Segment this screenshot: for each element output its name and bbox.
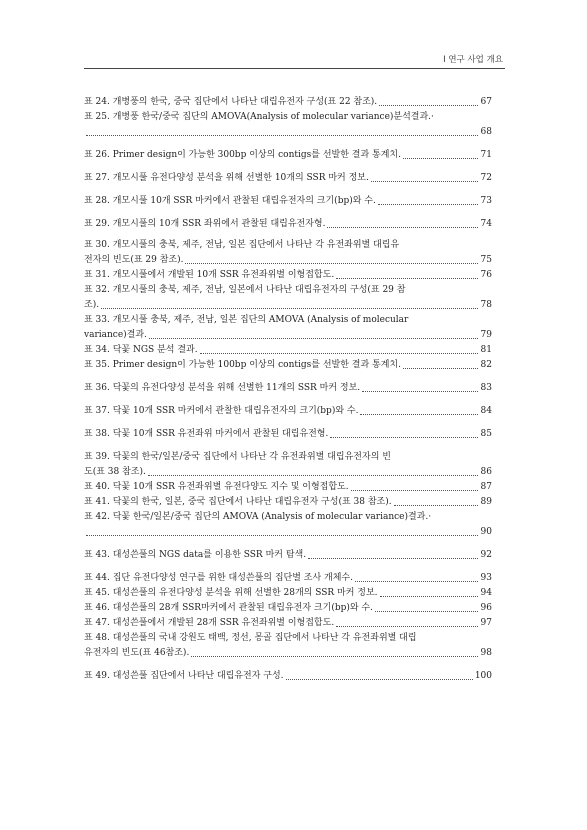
toc-entry-48[interactable] (84, 631, 492, 646)
page-number: 89 (480, 497, 492, 507)
entry-title: 표 25. 개병풍 한국/중국 집단의 AMOVA(Analysis of molecular variance)분석결과.· (84, 112, 434, 122)
page-number: 86 (480, 467, 492, 477)
page-number: 92 (480, 550, 492, 560)
toc-entry-38[interactable] (84, 427, 492, 442)
entry-title: 유전자의 빈도(표 46참조). (84, 648, 190, 658)
page-number: 84 (480, 406, 492, 416)
page-number: 82 (480, 360, 492, 370)
dot-leader (286, 678, 473, 680)
entry-title: 표 32. 개모시풀의 충북, 제주, 전남, 일본에서 나타난 대립유전자의 구성(표 29 참 (84, 285, 406, 295)
toc-entry-33[interactable] (84, 313, 492, 328)
dot-leader (336, 625, 478, 627)
toc-entry-26[interactable] (84, 148, 492, 163)
page-number: 85 (480, 429, 492, 439)
entry-title: 표 46. 대성쓴풀의 28개 SSR마커에서 관찰된 대립유전자 크기(bp)와 수. (84, 603, 373, 613)
dot-leader (380, 595, 478, 597)
dot-leader (394, 504, 478, 506)
toc-entry-47[interactable] (84, 616, 492, 631)
toc-entry-46[interactable] (84, 601, 492, 616)
page-number: 94 (480, 588, 492, 598)
toc-entry-39[interactable] (84, 450, 492, 465)
toc-entry-25[interactable] (84, 110, 492, 125)
dot-leader (191, 655, 478, 657)
page-number: 96 (480, 603, 492, 613)
entry-title: 표 39. 닥꽃의 한국/일본/중국 집단에서 나타난 각 유전좌위별 대립유전자의 빈 (84, 452, 391, 462)
dot-leader (149, 337, 478, 339)
page-number: 79 (480, 330, 492, 340)
toc-entry-39-continued[interactable] (84, 465, 492, 480)
page-number: 71 (480, 150, 492, 160)
toc-entry-37[interactable] (84, 404, 492, 419)
entry-title: 표 31. 개모시풀에서 개발된 10개 SSR 유전좌위별 이형접합도. (84, 270, 335, 280)
entry-title: 표 43. 대성쓴풀의 NGS data를 이용한 SSR 마커 탐색. (84, 550, 307, 560)
dot-leader (101, 307, 478, 309)
dot-leader (351, 489, 478, 491)
entry-title: 표 36. 닥꽃의 유전다양성 분석을 위해 선별한 11개의 SSR 마커 정보. (84, 383, 361, 393)
page-number: 98 (480, 648, 492, 658)
entry-title: 표 30. 개모시풀의 충북, 제주, 전남, 일본 집단에서 나타난 각 유전좌위별 대립유 (84, 240, 400, 250)
toc-entry-36[interactable] (84, 381, 492, 396)
dot-leader (86, 134, 478, 136)
dot-leader (336, 277, 478, 279)
entry-title: 표 49. 대성쓴풀 집단에서 나타난 대립유전자 구성. (84, 671, 284, 681)
entry-title: 표 29. 개모시풀의 10개 SSR 좌위에서 관찰된 대립유전자형. (84, 219, 326, 229)
toc-entry-41[interactable] (84, 495, 492, 510)
page-number: 90 (480, 527, 492, 537)
entry-title: variance)결과. (84, 330, 147, 340)
entry-title: 표 42. 닥꽃 한국/일본/중국 집단의 AMOVA (Analysis of molecular variance)결과.· (84, 512, 432, 522)
entry-title: 표 45. 대성쓴풀의 유전다양성 분석을 위해 선별한 28개의 SSR 마커 정보. (84, 588, 378, 598)
dot-leader (308, 557, 478, 559)
dot-leader (378, 203, 478, 205)
entry-title: 표 41. 닥꽃의 한국, 일본, 중국 집단에서 나타난 대립유전자 구성(표 38 참조). (84, 497, 392, 507)
page-number: 93 (480, 573, 492, 583)
dot-leader (355, 580, 478, 582)
header-title: Ⅰ 연구 사업 개요 (443, 55, 503, 65)
toc-entry-25-continued[interactable] (84, 125, 492, 140)
dot-leader (375, 610, 478, 612)
toc-entry-42[interactable] (84, 510, 492, 525)
entry-title: 표 38. 닥꽃 10개 SSR 유전좌위 마커에서 관찰된 대립유전형. (84, 429, 329, 439)
toc-entry-48-continued[interactable] (84, 646, 492, 661)
dot-leader (403, 367, 478, 369)
page-number: 72 (480, 173, 492, 183)
toc-entry-30-continued[interactable] (84, 253, 492, 268)
dot-leader (86, 534, 478, 536)
entry-title: 표 26. Primer design이 가능한 300bp 이상의 contigs를 선발한 결과 통계치. (84, 150, 401, 160)
page-number: 97 (480, 618, 492, 628)
dot-leader (360, 413, 478, 415)
page-number: 67 (480, 97, 492, 107)
entry-title: 조). (84, 300, 100, 310)
entry-title: 표 37. 닥꽃 10개 SSR 마커에서 관찰한 대립유전자의 크기(bp)와 수. (84, 406, 359, 416)
entry-title: 표 24. 개병풍의 한국, 중국 집단에서 나타난 대립유전자 구성(표 22 참조). (84, 97, 378, 107)
entry-title: 도(표 38 참조). (84, 467, 146, 477)
toc-entry-24[interactable] (84, 95, 492, 110)
page-number: 68 (480, 127, 492, 137)
page-number: 87 (480, 482, 492, 492)
dot-leader (200, 352, 478, 354)
toc-entry-42-continued[interactable] (84, 525, 492, 540)
toc-entry-49[interactable] (84, 669, 492, 684)
entry-title: 표 35. Primer design이 가능한 100bp 이상의 contigs를 선발한 결과 통계치. (84, 360, 401, 370)
dot-leader (379, 104, 478, 106)
toc-entry-45[interactable] (84, 586, 492, 601)
entry-title: 표 33. 개모시풀 충북, 제주, 전남, 일본 집단의 AMOVA (Analysis of molecular (84, 315, 409, 325)
entry-title: 표 44. 집단 유전다양성 연구를 위한 대성쓴풀의 집단별 조사 개체수. (84, 573, 353, 583)
toc-entry-30[interactable] (84, 238, 492, 253)
dot-leader (362, 390, 478, 392)
entry-title: 표 34. 닥꽃 NGS 분석 결과. (84, 345, 198, 355)
page-number: 75 (480, 255, 492, 265)
page-number: 73 (480, 196, 492, 206)
entry-title: 전자의 빈도(표 29 참조). (84, 255, 184, 265)
page-number: 83 (480, 383, 492, 393)
toc-entry-28[interactable] (84, 194, 492, 209)
entry-title: 표 28. 개모시풀 10개 SSR 마커에서 관찰된 대립유전자의 크기(bp)와 수. (84, 196, 376, 206)
entry-title: 표 48. 대성쓴풀의 국내 강원도 태백, 정선, 몽골 집단에서 나타난 각 유전좌위별 대립 (84, 633, 417, 643)
toc-entry-29[interactable] (84, 217, 492, 232)
dot-leader (185, 262, 478, 264)
page-number: 74 (480, 219, 492, 229)
entry-title: 표 27. 개모시풀 유전다양성 분석을 위해 선별한 10개의 SSR 마커 정보. (84, 173, 369, 183)
toc-entry-31[interactable] (84, 268, 492, 283)
dot-leader (327, 226, 478, 228)
toc-entry-33-continued[interactable] (84, 328, 492, 343)
dot-leader (148, 474, 478, 476)
dot-leader (330, 436, 478, 438)
toc-entry-40[interactable] (84, 480, 492, 495)
page-number: 81 (480, 345, 492, 355)
toc-entry-43[interactable] (84, 548, 492, 563)
page-number: 76 (480, 270, 492, 280)
toc-entry-32-continued[interactable] (84, 298, 492, 313)
dot-leader (371, 180, 478, 182)
entry-title: 표 47. 대성쓴풀에서 개발된 28개 SSR 유전좌위별 이형접합도. (84, 618, 335, 628)
dot-leader (403, 157, 478, 159)
toc-entry-34[interactable] (84, 343, 492, 358)
toc-entry-35[interactable] (84, 358, 492, 373)
toc-entry-44[interactable] (84, 571, 492, 586)
toc-entry-27[interactable] (84, 171, 492, 186)
running-header (84, 50, 505, 69)
table-of-contents (84, 95, 492, 684)
page-number: 100 (474, 671, 492, 681)
entry-title: 표 40. 닥꽃 10개 SSR 유전좌위별 유전다양도 지수 및 이형접합도. (84, 482, 349, 492)
page-number: 78 (480, 300, 492, 310)
toc-entry-32[interactable] (84, 283, 492, 298)
